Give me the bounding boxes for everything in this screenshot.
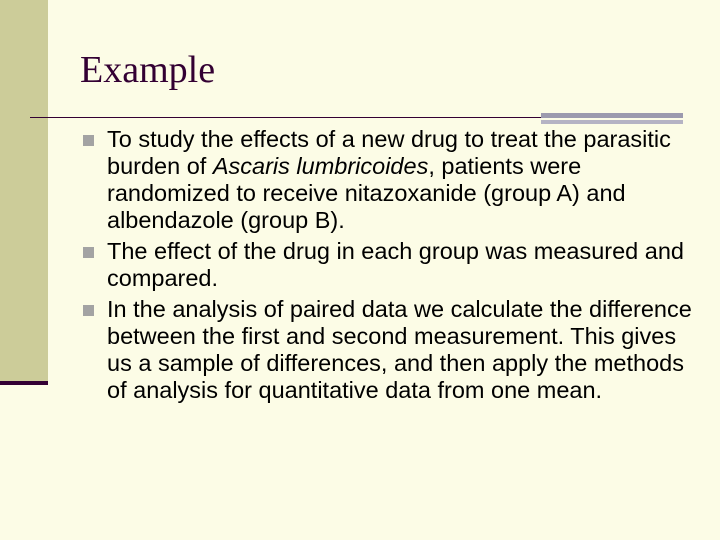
species-name: Ascaris lumbricoides bbox=[212, 153, 429, 179]
bullet-list bbox=[82, 126, 692, 408]
title-accent-bar bbox=[541, 113, 683, 118]
bullet-item bbox=[82, 126, 692, 234]
left-decor-bar-underline bbox=[0, 381, 48, 385]
bullet-text: The effect of the drug in each group was measured and compared. bbox=[107, 238, 684, 291]
bullet-text: In the analysis of paired data we calculate the difference between the first and second measurement. This gives us a sample of differences, and then apply the methods of analysis for quantitative data from one mean. bbox=[107, 296, 692, 403]
bullet-item bbox=[82, 296, 692, 404]
title-accent-bar-light bbox=[541, 120, 683, 124]
square-bullet-icon bbox=[83, 247, 94, 258]
bullet-text-start: To study the effects of a new drug to treat the parasitic burden of bbox=[107, 126, 671, 179]
bullet-text-end: , patients were randomized to receive nitazoxanide (group A) and albendazole (group B). bbox=[107, 153, 626, 233]
left-decor-bar bbox=[0, 0, 48, 384]
square-bullet-icon bbox=[83, 305, 94, 316]
slide-title: Example bbox=[80, 49, 216, 91]
square-bullet-icon bbox=[83, 135, 94, 146]
bullet-item bbox=[82, 238, 692, 292]
